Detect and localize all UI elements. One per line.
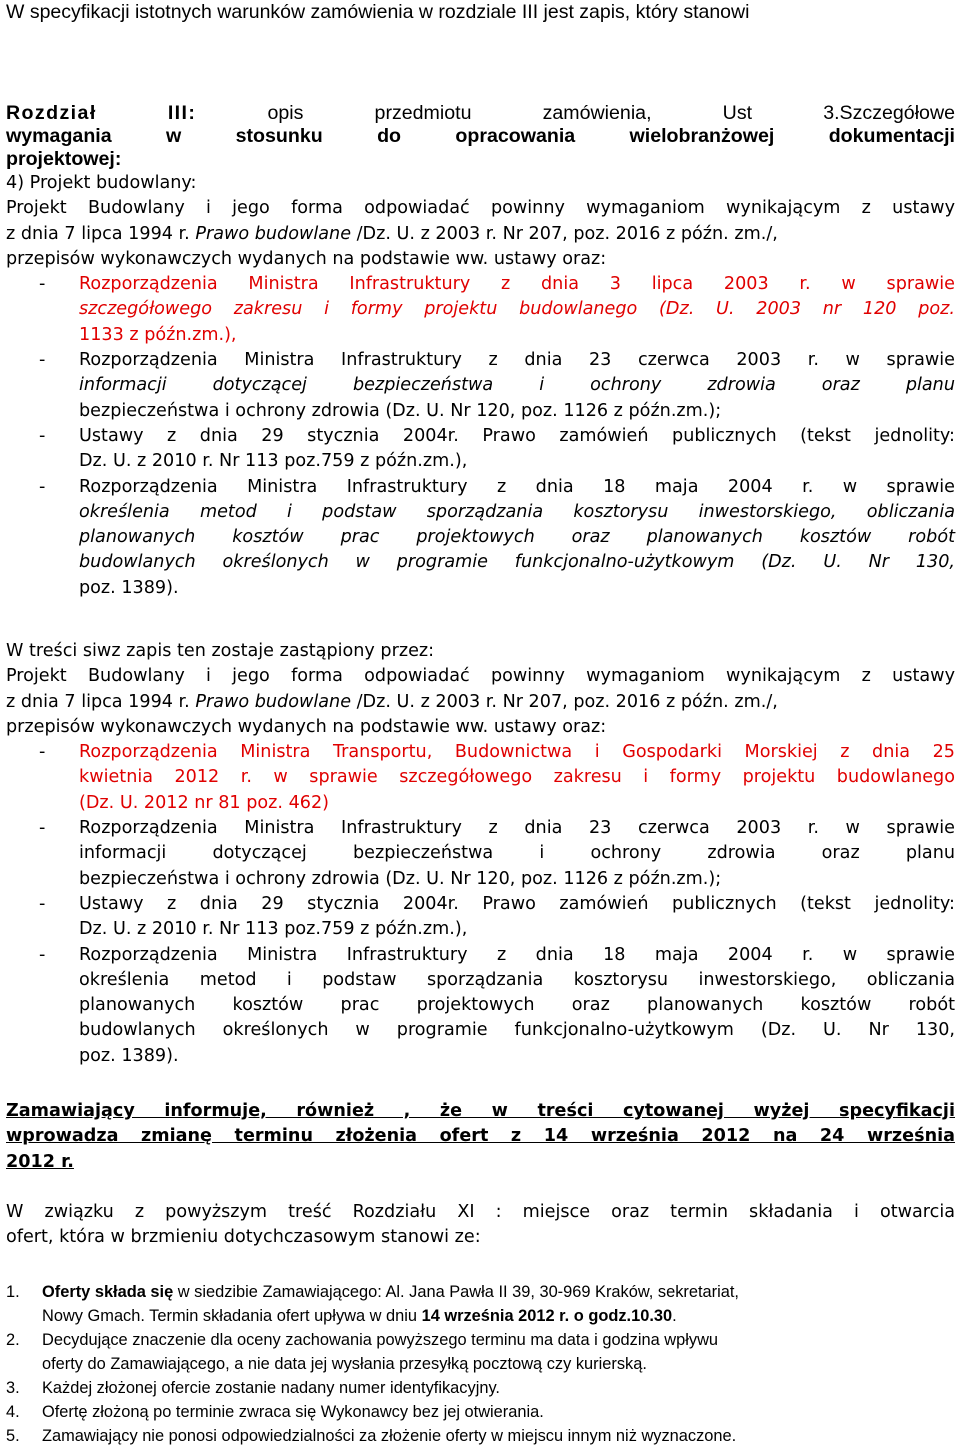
list-item-3 <box>6 1376 955 1400</box>
item-line: informacji dotyczącej bezpieczeństwa i ochrony zdrowia oraz planu <box>79 843 955 864</box>
item-line: planowanych kosztów prac projektowych oraz planowanych kosztów robót <box>79 995 955 1016</box>
list-item-line <box>42 1304 955 1328</box>
deadline-change-notice <box>6 1099 955 1175</box>
replacement-line-2c: /Dz. U. z 2003 r. Nr 207, poz. 2016 z późn. zm./, <box>351 691 778 712</box>
chapter-heading-number: III: <box>167 102 197 124</box>
list-item-line <box>42 1280 955 1304</box>
chapter-heading-word: Rozdział <box>6 102 97 124</box>
list-item-line: Ofertę złożoną po terminie zwraca się Wykonawcy bez jej otwierania. <box>42 1403 544 1421</box>
replacement-law-name: Prawo budowlane <box>195 691 352 712</box>
list-item-text: w siedzibie Zamawiającego: Al. Jana Pawła II 39, 30-969 Kraków, sekretariat, <box>173 1283 739 1301</box>
intro-line: W specyfikacji istotnych warunków zamówienia w rozdziale III jest zapis, który stanowi <box>6 1 750 23</box>
replacement-item-4 <box>6 943 955 1069</box>
list-item-text: Nowy Gmach. Termin składania ofert upływa w dniu <box>42 1307 422 1325</box>
chapter-xi-line: W związku z powyższym treść Rozdziału XI : miejsce oraz termin składania i otwarcia <box>6 1202 955 1222</box>
chapter-heading-line-3: projektowej: <box>6 148 122 170</box>
dash-marker: - <box>39 944 46 965</box>
replacement-line-2a: z dnia 7 lipca 1994 r. <box>6 691 196 712</box>
list-item-bold: 14 września 2012 r. o godz.10.30 <box>421 1307 673 1325</box>
replacement-line-2 <box>6 690 955 715</box>
replacement-item-1 <box>6 740 955 816</box>
dash-marker: - <box>39 425 46 446</box>
original-item-3 <box>6 424 955 475</box>
list-number: 5. <box>6 1427 20 1445</box>
list-item-text: . <box>672 1307 677 1325</box>
item-line: Rozporządzenia Ministra Transportu, Budownictwa i Gospodarki Morskiej z dnia 25 <box>79 742 955 763</box>
original-item-1 <box>6 272 955 348</box>
list-item-bold: Oferty składa się <box>42 1283 174 1301</box>
original-line-2c: /Dz. U. z 2003 r. Nr 207, poz. 2016 z późn. zm./, <box>351 223 778 244</box>
chapter-heading-line <box>6 102 955 125</box>
replacement-item-2 <box>6 816 955 892</box>
item-line: budowlanych określonych w programie funkcjonalno-użytkowym (Dz. U. Nr 130, <box>79 1020 955 1041</box>
item-line: poz. 1389). <box>79 577 179 598</box>
chapter-heading-rest: opis przedmiotu zamówienia, Ust 3.Szczegółowe <box>267 102 955 124</box>
item-line: poz. 1389). <box>79 1045 179 1066</box>
replacement-intro: W treści siwz zapis ten zostaje zastąpiony przez: <box>6 641 435 661</box>
item-line: planowanych kosztów prac projektowych oraz planowanych kosztów robót <box>79 527 955 548</box>
item-line: budowlanych określonych w programie funkcjonalno-użytkowym (Dz. U. Nr 130, <box>79 552 955 573</box>
list-item-line: Każdej złożonej ofercie zostanie nadany numer identyfikacyjny. <box>42 1379 500 1397</box>
numbered-list <box>6 1280 955 1448</box>
original-law-name: Prawo budowlane <box>195 223 352 244</box>
item-line: (Dz. U. 2012 nr 81 poz. 462) <box>79 792 330 813</box>
item-line: informacji dotyczącej bezpieczeństwa i ochrony zdrowia oraz planu <box>79 375 955 396</box>
list-item-line: Zamawiający nie ponosi odpowiedzialności za złożenie oferty w miejscu innym niż wyznaczone. <box>42 1427 737 1445</box>
dash-marker: - <box>39 742 46 763</box>
item-line: Rozporządzenia Ministra Infrastruktury z dnia 18 maja 2004 r. w sprawie <box>79 944 955 965</box>
item-line: Rozporządzenia Ministra Infrastruktury z dnia 23 czerwca 2003 r. w sprawie <box>79 818 955 839</box>
item-line: Ustawy z dnia 29 stycznia 2004r. Prawo zamówień publicznych (tekst jednolity: <box>79 425 955 446</box>
item-line: szczegółowego zakresu i formy projektu budowlanego (Dz. U. 2003 nr 120 poz. <box>79 299 955 320</box>
list-item-line: oferty do Zamawiającego, a nie data jej wysłania przesyłką pocztową czy kurierską. <box>42 1355 647 1373</box>
list-item-4 <box>6 1400 955 1424</box>
original-line-1: Projekt Budowlany i jego forma odpowiadać powinny wymaganiom wynikającym z ustawy <box>6 198 955 219</box>
original-line-2 <box>6 222 955 247</box>
list-item-line: Decydujące znaczenie dla oceny zachowania powyższego terminu ma data i godzina wpływu <box>42 1331 719 1349</box>
chapter-xi-intro <box>6 1200 955 1251</box>
item-line: bezpieczeństwa i ochrony zdrowia (Dz. U. Nr 120, poz. 1126 z późn.zm.); <box>79 868 722 889</box>
original-line-3: przepisów wykonawczych wydanych na podstawie ww. ustawy oraz: <box>6 248 607 269</box>
item-line: kwietnia 2012 r. w sprawie szczegółowego zakresu i formy projektu budowlanego <box>79 767 955 788</box>
replacement-line-1: Projekt Budowlany i jego forma odpowiadać powinny wymaganiom wynikającym z ustawy <box>6 666 955 687</box>
subsection-title: 4) Projekt budowlany: <box>6 173 197 193</box>
list-number: 1. <box>6 1283 20 1301</box>
dash-marker: - <box>39 350 46 371</box>
chapter-iii-section <box>6 102 955 601</box>
notice-line: 2012 r. <box>6 1151 74 1172</box>
original-item-4 <box>6 475 955 601</box>
dash-marker: - <box>39 893 46 914</box>
item-line: Rozporządzenia Ministra Infrastruktury z dnia 23 czerwca 2003 r. w sprawie <box>79 350 955 371</box>
item-line: Dz. U. z 2010 r. Nr 113 poz.759 z późn.zm.), <box>79 451 468 472</box>
dash-marker: - <box>39 476 46 497</box>
item-line: Ustawy z dnia 29 stycznia 2004r. Prawo zamówień publicznych (tekst jednolity: <box>79 893 955 914</box>
notice-line: Zamawiający informuje, również , że w treści cytowanej wyżej specyfikacji <box>6 1101 955 1121</box>
item-line: Rozporządzenia Ministra Infrastruktury z dnia 18 maja 2004 r. w sprawie <box>79 476 955 497</box>
chapter-xi-line: ofert, która w brzmieniu dotychczasowym stanowi ze: <box>6 1227 481 1248</box>
item-line: 1133 z późn.zm.), <box>79 324 237 345</box>
list-item-5 <box>6 1424 955 1448</box>
list-number: 2. <box>6 1331 20 1349</box>
item-line: Dz. U. z 2010 r. Nr 113 poz.759 z późn.zm.), <box>79 919 468 940</box>
list-item-2 <box>6 1328 955 1376</box>
replacement-item-3 <box>6 892 955 943</box>
dash-marker: - <box>39 818 46 839</box>
list-number: 3. <box>6 1379 20 1397</box>
replacement-section <box>6 639 955 1069</box>
dash-marker: - <box>39 274 46 295</box>
replacement-line-3: przepisów wykonawczych wydanych na podstawie ww. ustawy oraz: <box>6 716 607 737</box>
original-line-2a: z dnia 7 lipca 1994 r. <box>6 223 196 244</box>
item-line: określenia metod i podstaw sporządzania kosztorysu inwestorskiego, obliczania <box>79 501 955 522</box>
original-item-2 <box>6 348 955 424</box>
item-line: Rozporządzenia Ministra Infrastruktury z dnia 3 lipca 2003 r. w sprawie <box>79 274 955 295</box>
notice-line: wprowadza zmianę terminu złożenia ofert z 14 września 2012 na 24 września <box>6 1126 955 1147</box>
chapter-heading-line-2: wymagania w stosunku do opracowania wielobranżowej dokumentacji <box>6 125 955 147</box>
item-line: bezpieczeństwa i ochrony zdrowia (Dz. U. Nr 120, poz. 1126 z późn.zm.); <box>79 400 722 421</box>
list-number: 4. <box>6 1403 20 1421</box>
item-line: określenia metod i podstaw sporządzania kosztorysu inwestorskiego, obliczania <box>79 969 955 990</box>
list-item-1 <box>6 1280 955 1328</box>
